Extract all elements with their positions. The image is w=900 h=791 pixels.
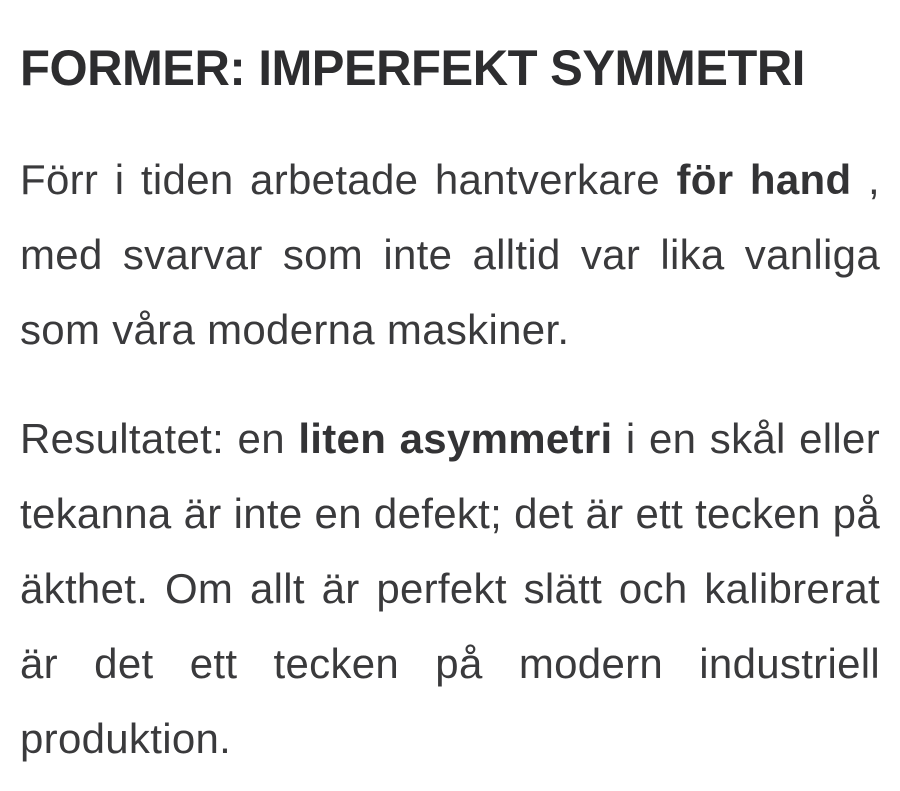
bold-text-segment: för hand [676, 156, 852, 203]
paragraph [20, 142, 880, 367]
bold-text-segment: liten asymmetri [298, 415, 613, 462]
text-segment: i en skål eller tekanna är inte en defekt; det är ett tecken på äkthet. Om allt är perfekt slätt och kalibrerat är det ett tecken på modern industriell produktion. [20, 415, 881, 762]
text-segment: Förr i tiden arbetade hantverkare [20, 156, 677, 203]
paragraph-container [20, 142, 880, 776]
page-title: FORMER: IMPERFEKT SYMMETRI [20, 40, 805, 96]
paragraph [20, 401, 880, 776]
text-segment: Resultatet: en [20, 415, 299, 462]
text-segment: , med svarvar som inte alltid var lika vanliga som våra moderna maskiner. [20, 156, 880, 353]
